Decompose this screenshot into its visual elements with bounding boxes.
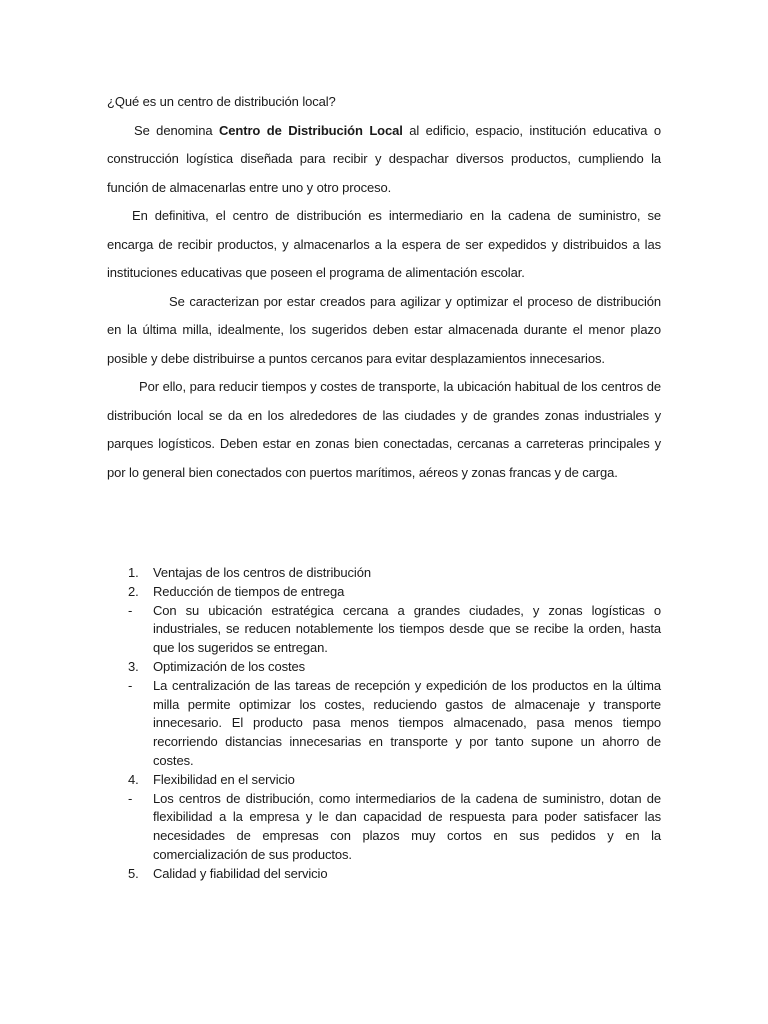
list-marker: 1. <box>128 565 139 580</box>
advantages-list <box>107 564 661 884</box>
list-marker: - <box>128 790 133 806</box>
list-item <box>107 677 661 771</box>
list-marker: 5. <box>128 865 139 881</box>
question-title: ¿Qué es un centro de distribución local? <box>107 94 336 109</box>
list-item-text: Los centros de distribución, como intermediarios de la cadena de suministro, dotan de flexibilidad a la empresa y le dan capacidad de respuesta para poder satisfacer las necesidades de empresas con plazos muy cortos en sus pedidos y en la comercialización de sus productos. <box>153 790 661 862</box>
list-marker: - <box>128 677 133 693</box>
list-item <box>107 790 661 865</box>
paragraph-location: Por ello, para reducir tiempos y costes de transporte, la ubicación habitual de los centros de distribución local se da en los alrededores de las ciudades y de grandes zonas industriales y parques logísticos. Deben estar en zonas bien conectadas, cercanas a carreteras principales y por lo general bien conectados con puertos marítimos, aéreos y zonas francas y de carga. <box>107 379 661 480</box>
list-item <box>107 583 661 602</box>
list-item <box>107 564 661 583</box>
list-item <box>107 771 661 790</box>
paragraph-definition <box>107 117 661 203</box>
paragraph-intermediary: En definitiva, el centro de distribución es intermediario en la cadena de suministro, se encarga de recibir productos, y almacenarlos a la espera de ser expedidos y distribuidos a las instituciones educativas que poseen el programa de alimentación escolar. <box>107 208 661 280</box>
list-marker: 2. <box>128 583 139 599</box>
paragraph-definition-rest: al edificio, espacio, institución educativa o construcción logística diseñada para recibir y despachar diversos productos, cumpliendo la función de almacenarlas entre uno y otro proceso. <box>107 122 661 195</box>
list-item-text: Flexibilidad en el servicio <box>153 771 295 787</box>
list-item-text: Ventajas de los centros de distribución <box>153 565 371 580</box>
defined-term: Centro de Distribución Local <box>218 122 403 138</box>
list-item <box>107 865 661 884</box>
list-item-text: Optimización de los costes <box>153 658 306 674</box>
list-item-text: Calidad y fiabilidad del servicio <box>153 865 328 881</box>
paragraph-characteristics: Se caracterizan por estar creados para agilizar y optimizar el proceso de distribución en la última milla, idealmente, los sugeridos deben estar almacenada durante el menor plazo posible y debe distribuirse a puntos cercanos para evitar desplazamientos innecesarios. <box>107 293 661 366</box>
list-item-text: La centralización de las tareas de recepción y expedición de los productos en la última milla permite optimizar los costes, reduciendo gastos de almacenaje y transporte innecesario. El producto pasa menos tiempos almacenado, pasa menos tiempo recorriendo distancias innecesarias en transporte y por tanto supone un ahorro de costes. <box>153 677 661 768</box>
list-marker: 4. <box>128 771 139 787</box>
list-item <box>107 658 661 677</box>
list-marker: 3. <box>128 658 139 674</box>
list-item <box>107 602 661 658</box>
list-item-text: Reducción de tiempos de entrega <box>153 583 345 599</box>
list-marker: - <box>128 602 133 618</box>
document-body <box>107 88 661 487</box>
paragraph-definition-lead: Se denomina <box>134 122 219 138</box>
list-item-text: Con su ubicación estratégica cercana a grandes ciudades, y zonas logísticas o industriales, se reducen notablemente los tiempos desde que se recibe la orden, hasta que los sugeridos se entregan. <box>153 602 661 656</box>
